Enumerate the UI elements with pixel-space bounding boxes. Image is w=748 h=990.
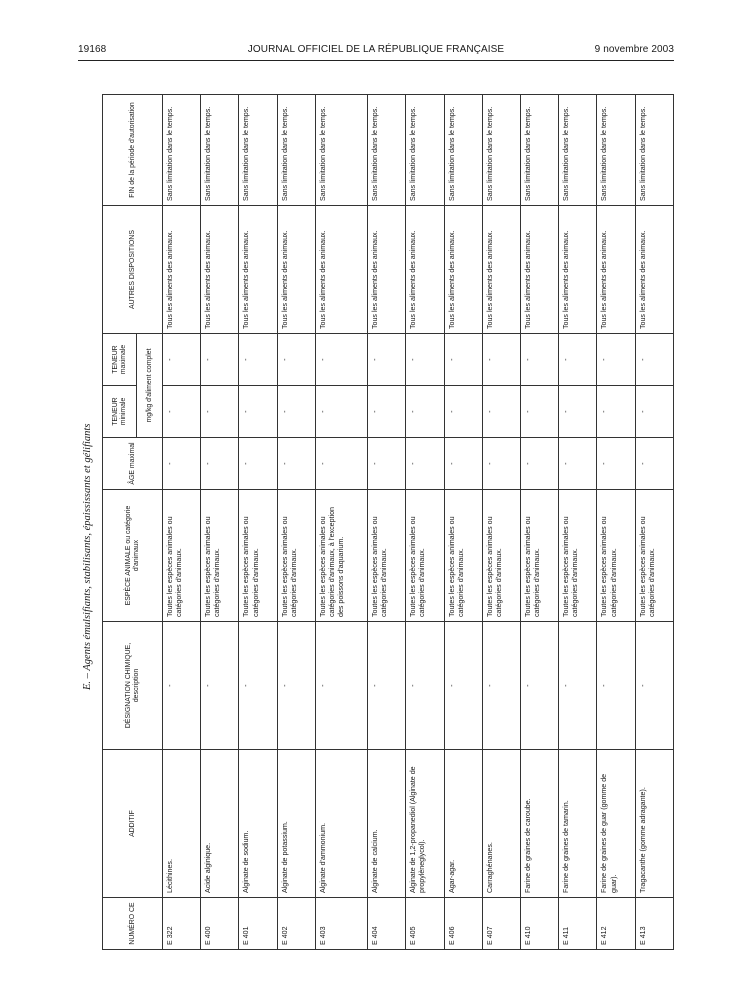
- cell-espece: Toutes les espèces animales ou catégories d'animaux.: [635, 490, 673, 622]
- cell-fin: Sans limitation dans le temps.: [163, 95, 201, 206]
- cell-designation: -: [444, 622, 482, 750]
- cell-teneur-max: -: [597, 334, 635, 386]
- cell-fin: Sans limitation dans le temps.: [315, 95, 367, 206]
- cell-fin: Sans limitation dans le temps.: [201, 95, 239, 206]
- cell-fin: Sans limitation dans le temps.: [406, 95, 444, 206]
- cell-espece: Toutes les espèces animales ou catégories d'animaux.: [444, 490, 482, 622]
- table-row: [520, 95, 558, 950]
- page-header: [78, 44, 674, 60]
- cell-teneur-max: -: [520, 334, 558, 386]
- table-row: [315, 95, 367, 950]
- table-row: [597, 95, 635, 950]
- cell-teneur-max: -: [406, 334, 444, 386]
- cell-designation: -: [201, 622, 239, 750]
- cell-numero: E 404: [368, 898, 406, 950]
- cell-age: -: [201, 438, 239, 490]
- table-row: [368, 95, 406, 950]
- cell-espece: Toutes les espèces animales ou catégories d'animaux.: [368, 490, 406, 622]
- cell-additif: Alginate de calcium.: [368, 750, 406, 898]
- cell-espece: Toutes les espèces animales ou catégories d'animaux.: [559, 490, 597, 622]
- cell-numero: E 403: [315, 898, 367, 950]
- cell-numero: E 412: [597, 898, 635, 950]
- cell-espece: Toutes les espèces animales ou catégories d'animaux.: [406, 490, 444, 622]
- cell-teneur-min: -: [163, 386, 201, 438]
- cell-designation: -: [406, 622, 444, 750]
- cell-espece: Toutes les espèces animales ou catégories d'animaux.: [277, 490, 315, 622]
- cell-additif: Farine de graines de guar (gomme de guar).: [597, 750, 635, 898]
- cell-teneur-max: -: [635, 334, 673, 386]
- cell-age: -: [520, 438, 558, 490]
- col-header-numero: NUMÉRO CE: [103, 898, 163, 950]
- cell-teneur-min: -: [277, 386, 315, 438]
- cell-numero: E 401: [239, 898, 277, 950]
- cell-numero: E 413: [635, 898, 673, 950]
- cell-numero: E 410: [520, 898, 558, 950]
- cell-additif: Farine de graines de caroube.: [520, 750, 558, 898]
- cell-autres: Tous les aliments des animaux.: [163, 206, 201, 334]
- cell-additif: Alginate de 1,2-propanediol (Alginate de propylèneglycol).: [406, 750, 444, 898]
- cell-fin: Sans limitation dans le temps.: [520, 95, 558, 206]
- section-title: E. – Agents émulsifiants, stabilisants, épaississants et gélifiants: [82, 423, 93, 690]
- cell-teneur-min: -: [368, 386, 406, 438]
- cell-teneur-min: -: [520, 386, 558, 438]
- cell-numero: E 322: [163, 898, 201, 950]
- cell-age: -: [239, 438, 277, 490]
- cell-fin: Sans limitation dans le temps.: [635, 95, 673, 206]
- cell-fin: Sans limitation dans le temps.: [368, 95, 406, 206]
- cell-teneur-min: -: [559, 386, 597, 438]
- table-row: [635, 95, 673, 950]
- cell-autres: Tous les aliments des animaux.: [201, 206, 239, 334]
- cell-age: -: [635, 438, 673, 490]
- cell-teneur-max: -: [239, 334, 277, 386]
- cell-autres: Tous les aliments des animaux.: [444, 206, 482, 334]
- cell-additif: Tragacanthe (gomme adragante).: [635, 750, 673, 898]
- cell-designation: -: [368, 622, 406, 750]
- cell-additif: Acide alginique.: [201, 750, 239, 898]
- cell-designation: -: [277, 622, 315, 750]
- cell-age: -: [406, 438, 444, 490]
- table-row: [482, 95, 520, 950]
- cell-autres: Tous les aliments des animaux.: [239, 206, 277, 334]
- cell-espece: Toutes les espèces animales ou catégories d'animaux.: [201, 490, 239, 622]
- cell-autres: Tous les aliments des animaux.: [315, 206, 367, 334]
- cell-teneur-min: -: [239, 386, 277, 438]
- table-row: [559, 95, 597, 950]
- cell-teneur-max: -: [482, 334, 520, 386]
- cell-fin: Sans limitation dans le temps.: [559, 95, 597, 206]
- cell-numero: E 405: [406, 898, 444, 950]
- cell-teneur-min: -: [315, 386, 367, 438]
- cell-age: -: [444, 438, 482, 490]
- cell-espece: Toutes les espèces animales ou catégories d'animaux.: [239, 490, 277, 622]
- col-header-teneur-unit: mg/kg d'aliment complet: [137, 334, 163, 438]
- cell-designation: -: [315, 622, 367, 750]
- cell-designation: -: [635, 622, 673, 750]
- cell-designation: -: [482, 622, 520, 750]
- cell-additif: Alginate de potassium.: [277, 750, 315, 898]
- cell-age: -: [559, 438, 597, 490]
- cell-designation: -: [239, 622, 277, 750]
- cell-additif: Carraghénanes.: [482, 750, 520, 898]
- cell-numero: E 400: [201, 898, 239, 950]
- cell-designation: -: [520, 622, 558, 750]
- table-row: [406, 95, 444, 950]
- col-header-teneur-min: TENEUR minimale: [103, 386, 137, 438]
- col-header-fin: FIN de la période d'autorisation: [103, 95, 163, 206]
- cell-espece: Toutes les espèces animales ou catégories d'animaux.: [520, 490, 558, 622]
- table-row: [239, 95, 277, 950]
- rotated-table-container: [102, 95, 674, 950]
- cell-teneur-max: -: [368, 334, 406, 386]
- cell-teneur-max: -: [201, 334, 239, 386]
- cell-age: -: [482, 438, 520, 490]
- cell-numero: E 402: [277, 898, 315, 950]
- cell-age: -: [597, 438, 635, 490]
- cell-teneur-max: -: [559, 334, 597, 386]
- cell-teneur-max: -: [315, 334, 367, 386]
- cell-designation: -: [163, 622, 201, 750]
- cell-autres: Tous les aliments des animaux.: [635, 206, 673, 334]
- col-header-autres: AUTRES DISPOSITIONS: [103, 206, 163, 334]
- cell-espece: Toutes les espèces animales ou catégories d'animaux.: [482, 490, 520, 622]
- cell-autres: Tous les aliments des animaux.: [597, 206, 635, 334]
- cell-age: -: [163, 438, 201, 490]
- cell-fin: Sans limitation dans le temps.: [597, 95, 635, 206]
- page-number: 19168: [78, 44, 107, 55]
- journal-title: JOURNAL OFFICIEL DE LA RÉPUBLIQUE FRANÇAISE: [247, 44, 505, 55]
- col-header-teneur-max: TENEUR maximale: [103, 334, 137, 386]
- cell-additif: Alginate de sodium.: [239, 750, 277, 898]
- cell-numero: E 406: [444, 898, 482, 950]
- cell-numero: E 411: [559, 898, 597, 950]
- cell-additif: Agar-agar.: [444, 750, 482, 898]
- cell-fin: Sans limitation dans le temps.: [239, 95, 277, 206]
- cell-autres: Tous les aliments des animaux.: [368, 206, 406, 334]
- cell-autres: Tous les aliments des animaux.: [520, 206, 558, 334]
- table-row: [201, 95, 239, 950]
- cell-teneur-min: -: [406, 386, 444, 438]
- cell-teneur-max: -: [444, 334, 482, 386]
- publication-date: 9 novembre 2003: [594, 44, 674, 55]
- cell-autres: Tous les aliments des animaux.: [559, 206, 597, 334]
- additives-table: [102, 94, 674, 950]
- cell-fin: Sans limitation dans le temps.: [482, 95, 520, 206]
- cell-numero: E 407: [482, 898, 520, 950]
- cell-autres: Tous les aliments des animaux.: [277, 206, 315, 334]
- table-row: [444, 95, 482, 950]
- cell-additif: Lécithines.: [163, 750, 201, 898]
- cell-teneur-min: -: [635, 386, 673, 438]
- cell-additif: Farine de graines de tamarin.: [559, 750, 597, 898]
- cell-teneur-max: -: [277, 334, 315, 386]
- cell-fin: Sans limitation dans le temps.: [444, 95, 482, 206]
- header-rule: [78, 60, 674, 61]
- col-header-designation: DÉSIGNATION CHIMIQUE, description: [103, 622, 163, 750]
- cell-additif: Alginate d'ammonium.: [315, 750, 367, 898]
- cell-espece: Toutes les espèces animales ou catégories d'animaux, à l'exception des poissons d'aquarium.: [315, 490, 367, 622]
- cell-teneur-min: -: [482, 386, 520, 438]
- cell-teneur-max: -: [163, 334, 201, 386]
- table-row: [163, 95, 201, 950]
- col-header-age: ÂGE maximal: [103, 438, 163, 490]
- cell-autres: Tous les aliments des animaux.: [406, 206, 444, 334]
- cell-teneur-min: -: [444, 386, 482, 438]
- cell-teneur-min: -: [201, 386, 239, 438]
- cell-age: -: [277, 438, 315, 490]
- table-row: [277, 95, 315, 950]
- cell-teneur-min: -: [597, 386, 635, 438]
- cell-espece: Toutes les espèces animales ou catégories d'animaux.: [597, 490, 635, 622]
- col-header-additif: ADDITIF: [103, 750, 163, 898]
- cell-fin: Sans limitation dans le temps.: [277, 95, 315, 206]
- cell-designation: -: [559, 622, 597, 750]
- cell-age: -: [368, 438, 406, 490]
- cell-age: -: [315, 438, 367, 490]
- cell-espece: Toutes les espèces animales ou catégories d'animaux.: [163, 490, 201, 622]
- cell-autres: Tous les aliments des animaux.: [482, 206, 520, 334]
- cell-designation: -: [597, 622, 635, 750]
- col-header-espece: ESPÈCE ANIMALE ou catégorie d'animaux: [103, 490, 163, 622]
